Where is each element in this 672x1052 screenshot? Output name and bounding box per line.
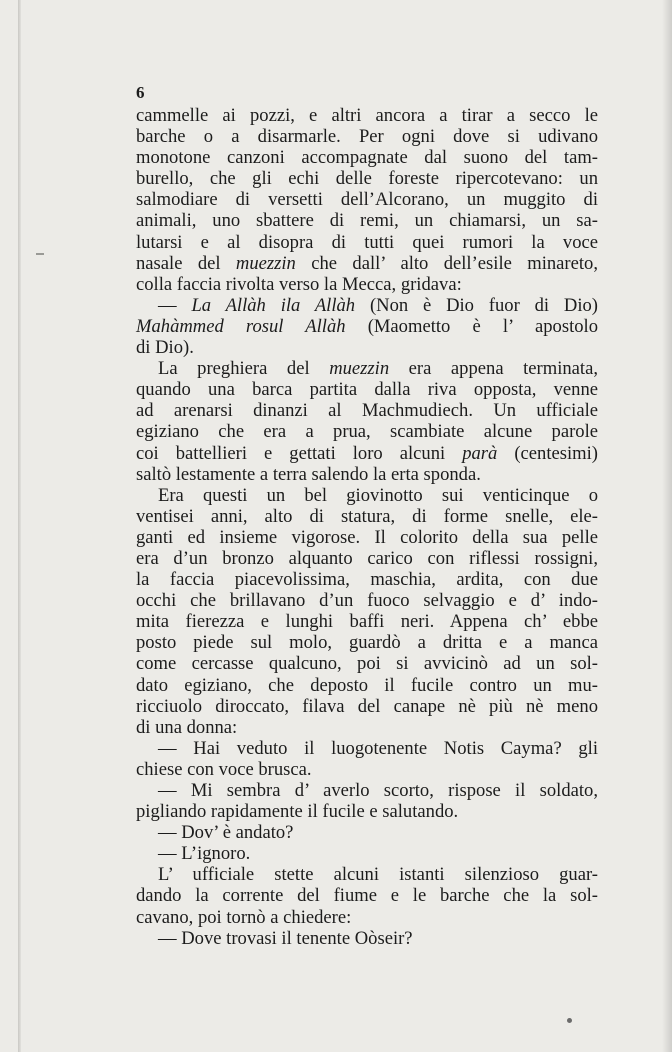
- text-line: [136, 801, 598, 822]
- text-segment: egiziano che era a prua, scambiate alcune parole: [136, 421, 598, 443]
- text-lines: [136, 105, 598, 949]
- text-line: [136, 105, 598, 126]
- text-line: [136, 928, 598, 949]
- text-segment: dato egiziano, che deposto il fucile contro un mu-: [136, 674, 598, 696]
- text-segment: — Dov’ è andato?: [158, 822, 294, 844]
- text-line: [136, 780, 598, 801]
- text-line: [136, 147, 598, 168]
- text-segment: posto piede sul molo, guardò a dritta e a manca: [136, 632, 598, 654]
- text-segment: burello, che gli echi delle foreste ripercotevano: un: [136, 168, 598, 190]
- text-segment: (Non è Dio fuor di Dio): [355, 294, 598, 316]
- text-line: [136, 189, 598, 210]
- text-segment: dando la corrente del fiume e le barche che la sol-: [136, 885, 598, 907]
- page-edge: [662, 0, 672, 1052]
- text-line: [136, 822, 598, 843]
- text-segment: ricciuolo diroccato, filava del canape nè più nè meno: [136, 695, 598, 717]
- text-segment: nasale del: [136, 252, 236, 274]
- text-line: [136, 421, 598, 442]
- text-line: [136, 210, 598, 231]
- text-segment: occhi che brillavano d’un fuoco selvaggio e d’ indo-: [136, 590, 598, 612]
- text-segment: (centesimi): [497, 442, 598, 464]
- text-segment: — L’ignoro.: [158, 843, 251, 865]
- text-segment: — Dove trovasi il tenente Oòseir?: [158, 927, 413, 949]
- text-segment: ganti ed insieme vigorose. Il colorito della sua pelle: [136, 526, 598, 548]
- text-line: [136, 506, 598, 527]
- text-line: [136, 590, 598, 611]
- text-segment: saltò lestamente a terra salendo la erta sponda.: [136, 463, 481, 485]
- text-segment: (Maometto è l’ apostolo: [345, 315, 598, 337]
- text-line: [136, 569, 598, 590]
- text-line: [136, 864, 598, 885]
- page-number: 6: [136, 83, 145, 102]
- text-segment: chiese con voce brusca.: [136, 758, 312, 780]
- text-line: [136, 168, 598, 189]
- text-line: [136, 759, 598, 780]
- text-segment: era appena terminata,: [389, 358, 598, 380]
- text-line: [136, 443, 598, 464]
- text-line: [136, 907, 598, 928]
- text-segment: di una donna:: [136, 716, 238, 738]
- text-segment: L’ ufficiale stette alcuni istanti silenzioso guar-: [158, 864, 598, 886]
- italic-text: parà: [462, 442, 498, 464]
- text-line: [136, 611, 598, 632]
- text-segment: di Dio).: [136, 337, 194, 359]
- text-segment: quando una barca partita dalla riva opposta, venne: [136, 379, 598, 401]
- text-line: [136, 885, 598, 906]
- text-line: [136, 358, 598, 379]
- text-line: [136, 232, 598, 253]
- text-block: [136, 80, 598, 949]
- text-segment: — Hai veduto il luogotenente Notis Cayma? gli: [158, 737, 598, 759]
- italic-text: muezzin: [329, 358, 390, 380]
- text-line: [136, 253, 598, 274]
- text-line: [136, 696, 598, 717]
- binding-fold: [18, 0, 21, 1052]
- text-segment: mita fierezza e lunghi baffi neri. Appena ch’ ebbe: [136, 611, 598, 633]
- margin-mark: [36, 253, 44, 255]
- italic-text: muezzin: [235, 252, 296, 274]
- text-segment: cavano, poi tornò a chiedere:: [136, 906, 352, 928]
- text-line: [136, 675, 598, 696]
- text-segment: che dall’ alto dell’esile minareto,: [295, 252, 598, 274]
- text-line: [136, 379, 598, 400]
- text-line: [136, 738, 598, 759]
- text-segment: La preghiera del: [158, 358, 330, 380]
- text-segment: monotone canzoni accompagnate dal suono del tam-: [136, 147, 598, 169]
- text-segment: coi battellieri e gettati loro alcuni: [136, 442, 463, 464]
- text-segment: colla faccia rivolta verso la Mecca, gridava:: [136, 273, 462, 295]
- italic-text: La Allàh ila Allàh: [191, 294, 356, 316]
- text-line: [136, 632, 598, 653]
- text-segment: — Mi sembra d’ averlo scorto, rispose il soldato,: [158, 780, 598, 801]
- text-segment: lutarsi e al disopra di tutti quei rumori la voce: [136, 231, 598, 253]
- text-segment: ad arenarsi dinanzi al Machmudiech. Un ufficiale: [136, 400, 598, 422]
- text-line: [136, 126, 598, 147]
- ink-speck: [567, 1018, 572, 1023]
- text-line: [136, 527, 598, 548]
- text-segment: salmodiare di versetti dell’Alcorano, un muggito di: [136, 189, 598, 211]
- text-line: [136, 295, 598, 316]
- italic-text: Mahàmmed rosul Allàh: [136, 315, 346, 337]
- text-segment: animali, uno sbattere di remi, un chiamarsi, un sa-: [136, 210, 598, 232]
- text-segment: pigliando rapidamente il fucile e salutando.: [136, 801, 459, 823]
- text-line: [136, 485, 598, 506]
- text-line: [136, 717, 598, 738]
- text-segment: barche o a disarmarle. Per ogni dove si udivano: [136, 126, 598, 148]
- text-segment: era d’un bronzo alquanto carico con riflessi rossigni,: [136, 547, 598, 569]
- text-line: [136, 274, 598, 295]
- text-line: [136, 316, 598, 337]
- text-line: [136, 400, 598, 421]
- text-segment: Era questi un bel giovinotto sui venticinque o: [158, 484, 598, 506]
- text-line: [136, 464, 598, 485]
- text-segment: ventisei anni, alto di statura, di forme snelle, ele-: [136, 505, 598, 527]
- text-line: [136, 548, 598, 569]
- text-line: [136, 653, 598, 674]
- text-segment: la faccia piacevolissima, maschia, ardita, con due: [136, 569, 598, 591]
- text-segment: come cercasse qualcuno, poi si avvicinò ad un sol-: [136, 653, 598, 675]
- text-line: [136, 337, 598, 358]
- text-line: [136, 843, 598, 864]
- text-segment: cammelle ai pozzi, e altri ancora a tirar a secco le: [136, 105, 598, 126]
- text-segment: —: [158, 294, 192, 316]
